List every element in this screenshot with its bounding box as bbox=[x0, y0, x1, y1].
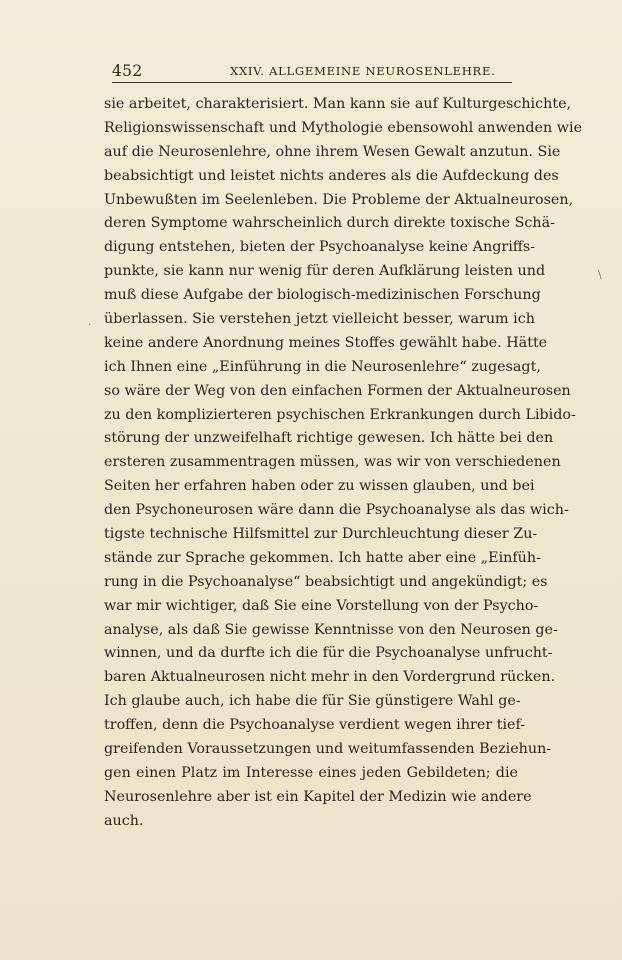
text-line: winnen, und da durfte ich die für die Psychoanalyse unfrucht- bbox=[104, 645, 553, 662]
text-line: Ich glaube auch, ich habe die für Sie günstigere Wahl ge- bbox=[104, 693, 521, 710]
text-line: beabsichtigt und leistet nichts anderes als die Aufdeckung des bbox=[104, 167, 559, 184]
text-line: so wäre der Weg von den einfachen Formen der Aktualneurosen bbox=[104, 382, 571, 399]
text-line: auch. bbox=[104, 812, 144, 829]
text-line: überlassen. Sie verstehen jetzt vielleicht besser, warum ich bbox=[104, 311, 535, 328]
text-line: war mir wichtiger, daß Sie eine Vorstellung von der Psycho- bbox=[104, 597, 539, 614]
text-line: Neurosenlehre aber ist ein Kapitel der Medizin wie andere bbox=[104, 788, 532, 805]
text-line: digung entstehen, bieten der Psychoanalyse keine Angriffs- bbox=[104, 239, 536, 256]
text-line: störung der unzweifelhaft richtige gewesen. Ich hätte bei den bbox=[104, 430, 554, 447]
text-line: rung in die Psychoanalyse“ beabsichtigt und angekündigt; es bbox=[104, 573, 548, 590]
text-line: greifenden Voraussetzungen und weitumfassenden Beziehun- bbox=[104, 741, 552, 758]
text-line: keine andere Anordnung meines Stoffes gewählt habe. Hätte bbox=[104, 334, 548, 351]
running-title: XXIV. ALLGEMEINE NEUROSENLEHRE. bbox=[230, 64, 496, 78]
text-line: deren Symptome wahrscheinlich durch direkte toxische Schä- bbox=[104, 215, 555, 232]
text-line: Seiten her erfahren haben oder zu wissen glauben, und bei bbox=[104, 478, 535, 495]
text-line: Unbewußten im Seelenleben. Die Probleme der Aktualneurosen, bbox=[104, 191, 574, 208]
text-line: den Psychoneurosen wäre dann die Psychoanalyse als das wich- bbox=[104, 502, 569, 519]
body-text bbox=[104, 93, 583, 834]
text-line: punkte, sie kann nur wenig für deren Aufklärung leisten und bbox=[104, 263, 546, 280]
text-line: ich Ihnen eine „Einführung in die Neurosenlehre“ zugesagt, bbox=[104, 358, 541, 375]
text-line: gen einen Platz im Interesse eines jeden Gebildeten; die bbox=[104, 764, 518, 781]
text-line: sie arbeitet, charakterisiert. Man kann sie auf Kulturgeschichte, bbox=[104, 96, 572, 112]
text-line: zu den komplizierteren psychischen Erkrankungen durch Libido- bbox=[104, 406, 576, 423]
text-line: ersteren zusammentragen müssen, was wir von verschiedenen bbox=[104, 454, 561, 471]
text-line: muß diese Aufgabe der biologisch-medizinischen Forschung bbox=[104, 287, 541, 304]
text-line: stände zur Sprache gekommen. Ich hatte aber eine „Einfüh- bbox=[104, 549, 541, 566]
text-line: Religionswissenschaft und Mythologie ebensowohl anwenden wie bbox=[104, 119, 583, 136]
text-line: baren Aktualneurosen nicht mehr in den Vordergrund rücken. bbox=[104, 669, 556, 686]
text-line: auf die Neurosenlehre, ohne ihrem Wesen Gewalt anzutun. Sie bbox=[104, 143, 561, 160]
margin-dot-mark: · bbox=[88, 318, 92, 331]
text-line: troffen, denn die Psychoanalyse verdient wegen ihrer tief- bbox=[104, 717, 526, 734]
margin-tick-mark: \ bbox=[598, 268, 602, 281]
text-line: analyse, als daß Sie gewisse Kenntnisse von den Neurosen ge- bbox=[104, 621, 558, 638]
text-line: tigste technische Hilfsmittel zur Durchleuchtung dieser Zu- bbox=[104, 526, 538, 543]
page-header bbox=[112, 60, 512, 83]
page-number: 452 bbox=[112, 62, 143, 80]
